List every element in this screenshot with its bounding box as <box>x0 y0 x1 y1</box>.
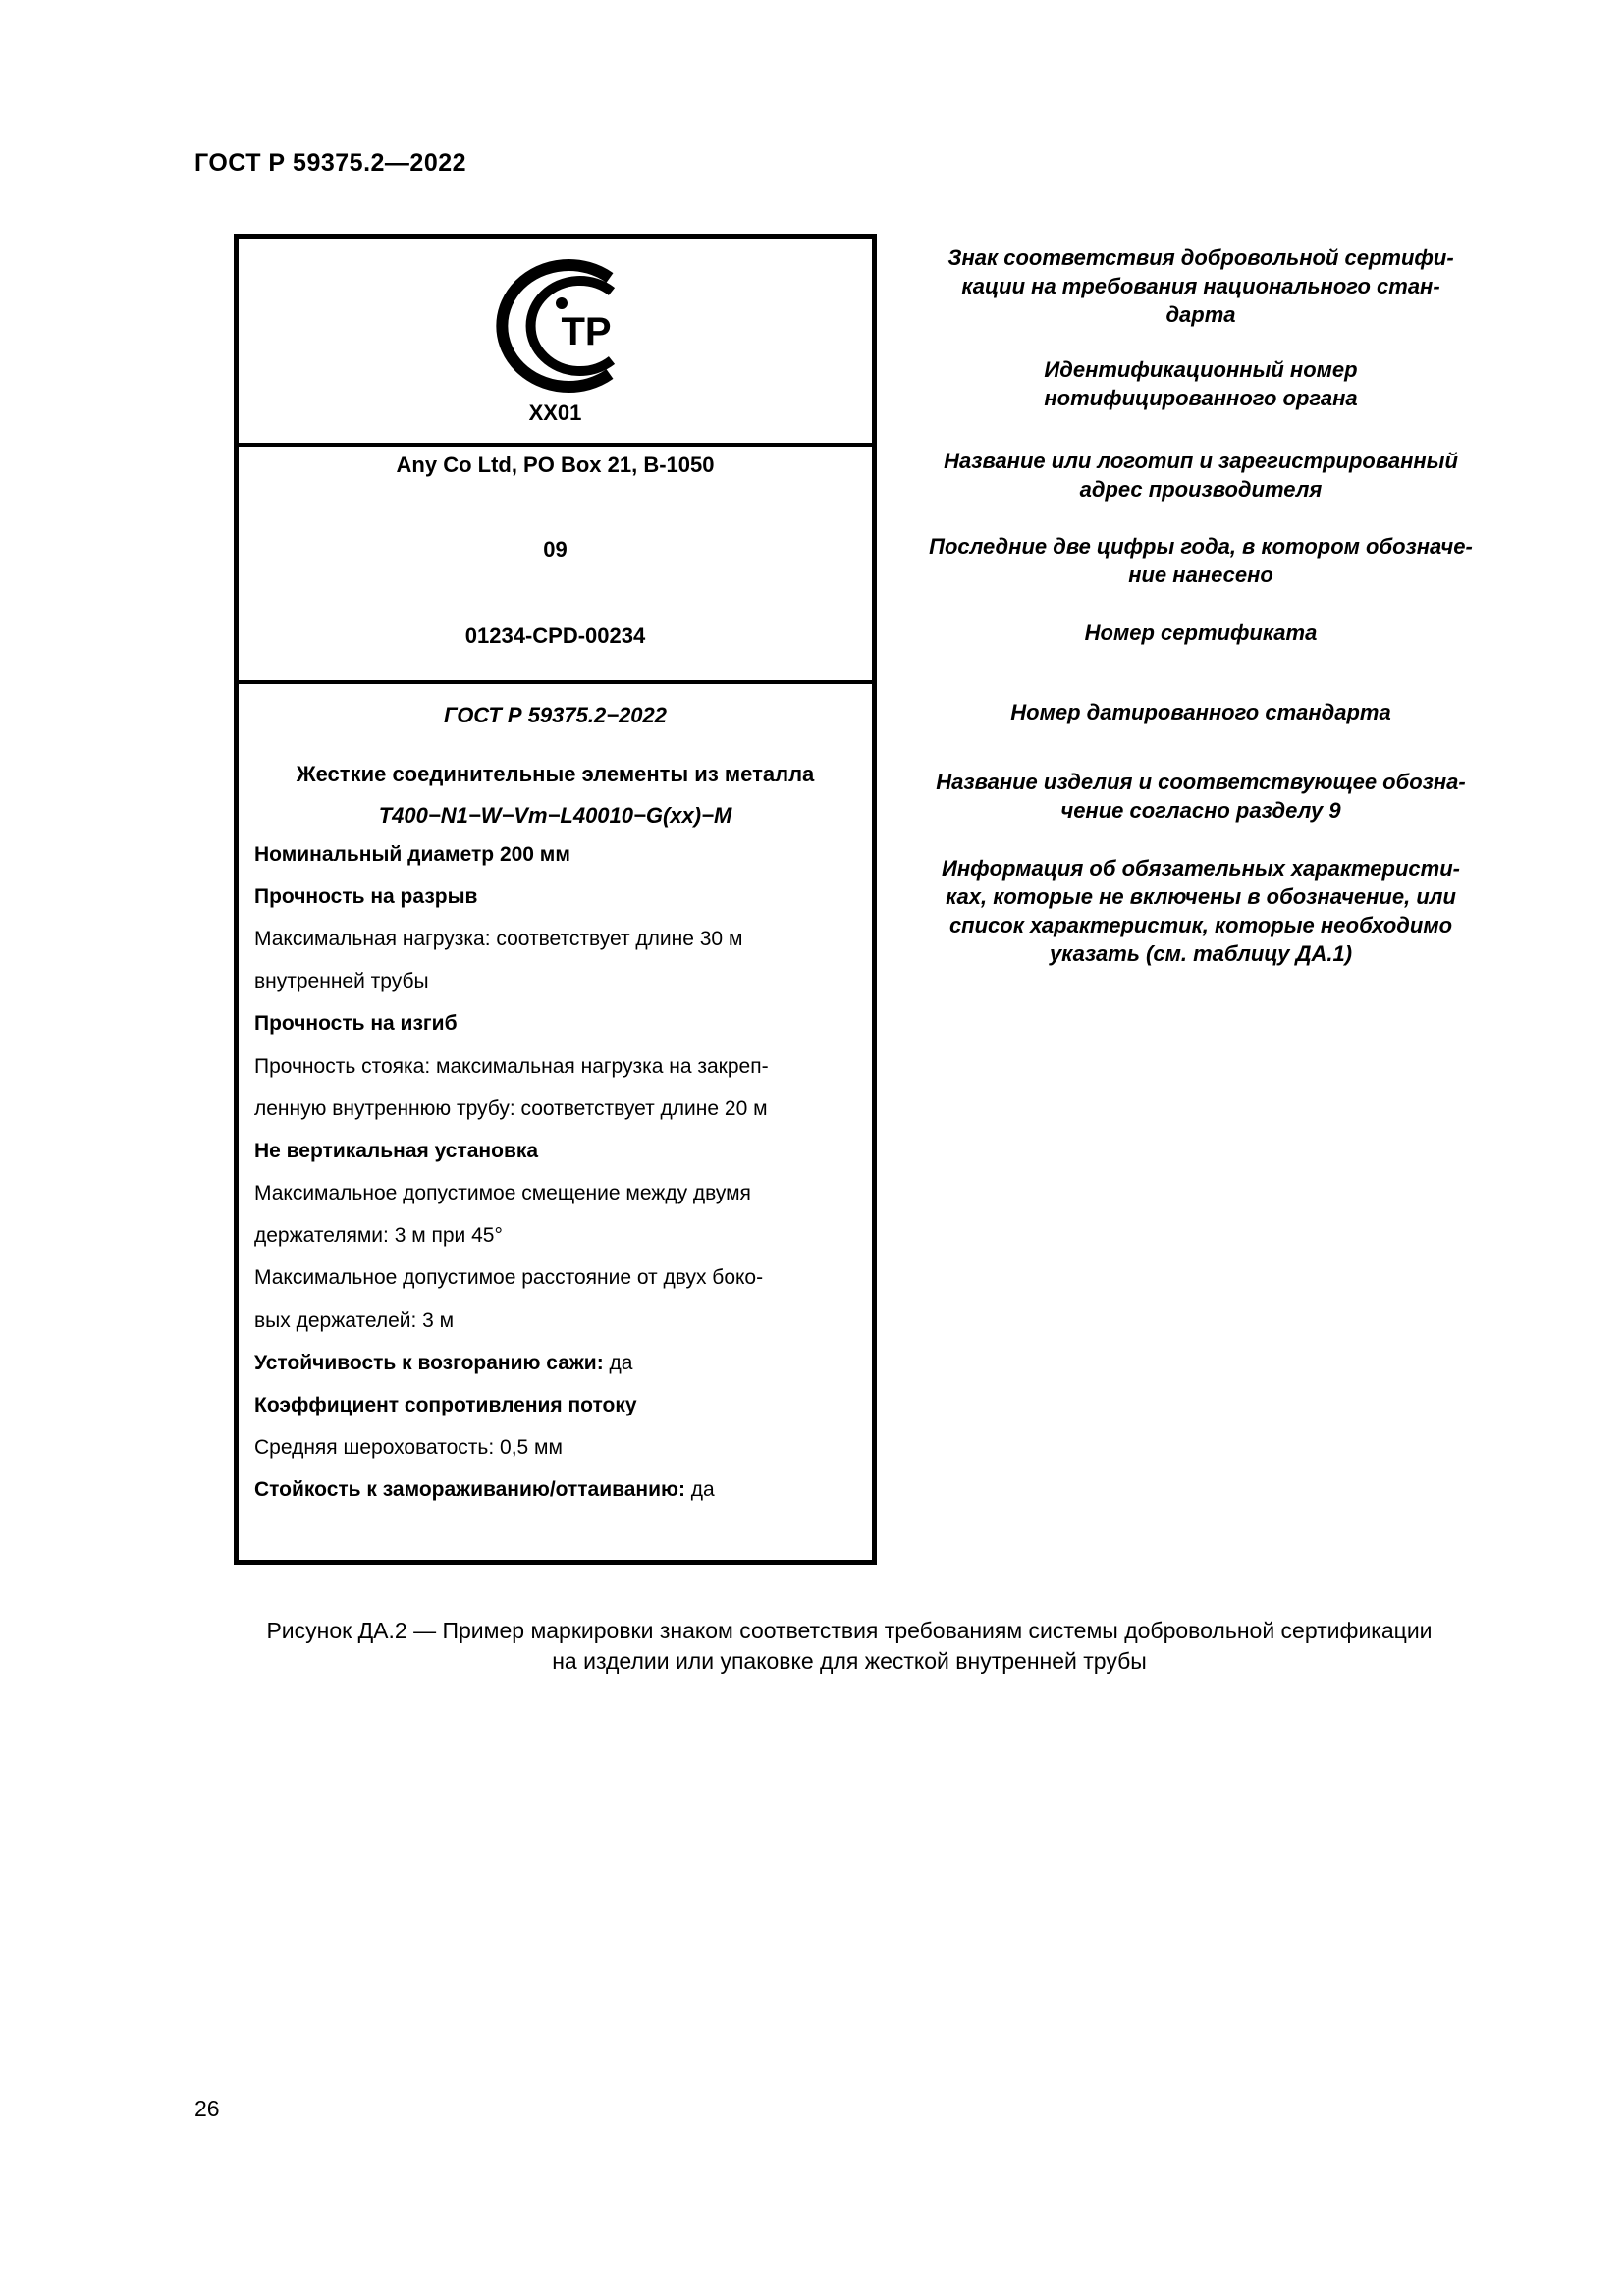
spec-line: Коэффициент сопротивления потоку <box>254 1394 637 1416</box>
spec-line: вых держателей: 3 м <box>254 1309 455 1332</box>
note-notified-body <box>892 355 1510 412</box>
spec-label: Устойчивость к возгоранию сажи: <box>254 1352 604 1374</box>
spec-line: Не вертикальная установка <box>254 1140 539 1162</box>
standard-number: ГОСТ Р 59375.2−2022 <box>443 703 668 727</box>
note-line: Номер датированного стандарта <box>1010 700 1391 724</box>
gost-r-certification-mark-icon <box>462 252 649 400</box>
note-product <box>892 768 1510 825</box>
spec-line <box>254 1476 862 1504</box>
spec-line: внутренней трубы <box>254 970 429 992</box>
note-year <box>892 532 1510 589</box>
spec-value: да <box>684 1478 715 1501</box>
note-standard <box>892 698 1510 726</box>
spec-line: Максимальное допустимое расстояние от двух боко- <box>254 1266 764 1289</box>
product-name: Жесткие соединительные элементы из металла <box>296 762 815 786</box>
document-header: ГОСТ Р 59375.2—2022 <box>194 149 467 177</box>
product-designation: Т400−N1−W−Vm−L40010−G(xx)−M <box>378 803 732 828</box>
note-line: список характеристик, которые необходимо <box>948 913 1453 937</box>
note-line: кации на требования национального стан- <box>961 274 1440 298</box>
note-characteristics <box>892 854 1510 968</box>
spec-label: Стойкость к замораживанию/оттаиванию: <box>254 1478 685 1501</box>
certificate-number: 01234-CPD-00234 <box>464 623 646 648</box>
note-line: Информация об обязательных характеристи- <box>942 856 1460 881</box>
year-digits: 09 <box>543 537 568 561</box>
logo-letters: ТР <box>561 310 612 353</box>
caption-line: на изделии или упаковке для жесткой внутренней трубы <box>552 1648 1147 1674</box>
figure-caption <box>167 1616 1532 1677</box>
spec-line: Номинальный диаметр 200 мм <box>254 843 570 866</box>
caption-line: Рисунок ДА.2 — Пример маркировки знаком соответствия требованиям системы добровольной сертификации <box>266 1618 1433 1643</box>
note-line: дарта <box>1165 302 1236 327</box>
notified-body-number: XX01 <box>528 400 582 425</box>
spec-line <box>254 1350 862 1377</box>
note-line: чение согласно разделу 9 <box>1060 798 1341 823</box>
note-line: ние нанесено <box>1128 562 1273 587</box>
note-line: Номер сертификата <box>1084 620 1318 645</box>
spec-line: Прочность на изгиб <box>254 1012 458 1035</box>
spec-line: ленную внутреннюю трубу: соответствует длине 20 м <box>254 1097 768 1120</box>
note-line: ках, которые не включены в обозначение, или <box>946 884 1456 909</box>
spec-line: держателями: 3 м при 45° <box>254 1224 503 1247</box>
note-certificate <box>892 618 1510 647</box>
note-certification-mark <box>892 243 1510 329</box>
mark-section <box>239 239 872 447</box>
spec-line: Максимальная нагрузка: соответствует длине 30 м <box>254 928 743 950</box>
note-line: Последние две цифры года, в котором обозначе- <box>929 534 1473 559</box>
marking-box <box>234 234 877 1565</box>
spec-line: Максимальное допустимое смещение между двумя <box>254 1182 751 1204</box>
note-line: Знак соответствия добровольной сертифи- <box>947 245 1454 270</box>
note-manufacturer <box>892 447 1510 504</box>
note-line: указать (см. таблицу ДА.1) <box>1049 941 1353 966</box>
note-line: Название или логотип и зарегистрированный <box>944 449 1458 473</box>
page-number: 26 <box>194 2096 220 2121</box>
spec-line: Прочность на разрыв <box>254 885 478 908</box>
note-line: Идентификационный номер <box>1044 357 1358 382</box>
manufacturer-section <box>239 443 872 684</box>
spec-line: Прочность стояка: максимальная нагрузка на закреп- <box>254 1055 769 1078</box>
manufacturer-address: Any Co Ltd, PO Box 21, B-1050 <box>396 453 715 477</box>
spec-value: да <box>603 1352 633 1374</box>
note-line: Название изделия и соответствующее обозна- <box>936 770 1466 794</box>
note-line: нотифицированного органа <box>1044 386 1358 410</box>
note-line: адрес производителя <box>1079 477 1323 502</box>
spec-line: Средняя шероховатость: 0,5 мм <box>254 1436 563 1459</box>
